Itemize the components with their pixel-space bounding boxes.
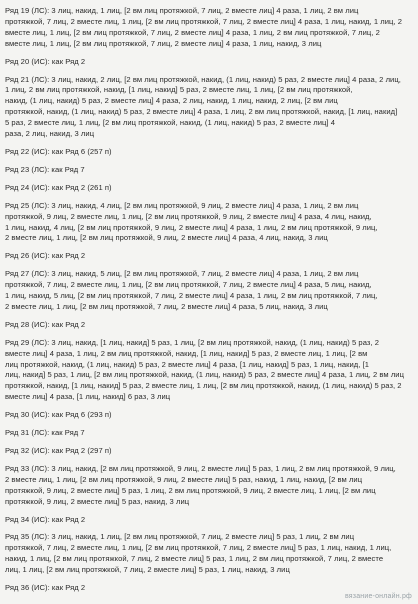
row-28 [5, 320, 418, 331]
text-line: 5 раз, 2 вместе лиц, 1 лиц, [2 вм лиц протяжкой, накид, (1 лиц, накид) 5 раз, 2 вместе лиц] 4 [5, 118, 336, 128]
row-35 [5, 532, 418, 576]
text-line: Ряд 26 (ИС): как Ряд 2 [5, 251, 86, 261]
watermark: вязание-онлайн.рф [344, 593, 412, 600]
text-line: лиц, 1 лиц, [2 вм лиц протяжкой, 7 лиц, 2 вместе лиц] 5 раз, 1 лиц, накид, 3 лиц [5, 565, 290, 575]
text-line: Ряд 35 (ЛС): 3 лиц, накид, 1 лиц, [2 вм лиц протяжкой, 7 лиц, 2 вместе лиц] 5 раз, 1 лиц, 2 вм лиц [5, 532, 355, 542]
row-30 [5, 410, 418, 421]
text-line: Ряд 27 (ЛС): 3 лиц, накид, 5 лиц, [2 вм лиц протяжкой, 7 лиц, 2 вместе лиц] 4 раза, 1 лиц, 2 вм лиц [5, 269, 359, 279]
text-line: протяжкой, 9 лиц, 2 вместе лиц] 5 раз, накид, 3 лиц [5, 496, 190, 506]
row-23 [5, 165, 418, 176]
text-line: Ряд 24 (ИС): как Ряд 2 (261 п) [5, 182, 112, 192]
pattern-text [5, 6, 418, 601]
row-32 [5, 446, 418, 457]
row-26 [5, 251, 418, 262]
row-33 [5, 464, 418, 508]
text-line: Ряд 20 (ИС): как Ряд 2 [5, 56, 86, 66]
row-25 [5, 201, 418, 245]
text-line: Ряд 28 (ИС): как Ряд 2 [5, 319, 86, 329]
text-line: 2 вместе лиц, 1 лиц, [2 вм лиц протяжкой, 9 лиц, 2 вместе лиц] 4 раза, 4 лиц, накид, 3 лиц [5, 233, 328, 243]
text-line: раза, 2 лиц, накид, 3 лиц [5, 129, 95, 139]
row-19 [5, 6, 418, 50]
text-line: Ряд 33 (ЛС): 3 лиц, накид, [2 вм лиц протяжкой, 9 лиц, 2 вместе лиц] 5 раз, 1 лиц, 2 вм лиц протяжкой, 9 лиц, [5, 463, 396, 473]
text-line: Ряд 23 (ЛС): как Ряд 7 [5, 164, 85, 174]
row-24 [5, 183, 418, 194]
text-line: Ряд 31 (ЛС): как Ряд 7 [5, 428, 85, 438]
text-line: лиц, накид] 5 раз, 1 лиц, [2 вм лиц протяжкой, накид, (1 лиц, накид) 5 раз, 2 вместе лиц] 4 раза, 1 лиц, 2 вм лиц [5, 370, 404, 380]
text-line: протяжкой, 7 лиц, 2 вместе лиц, 1 лиц, [2 вм лиц протяжкой, 7 лиц, 2 вместе лиц] 5 раз, 1 лиц, накид, 1 лиц, [5, 543, 392, 553]
text-line: протяжкой, накид, (1 лиц, накид) 5 раз, 2 вместе лиц] 4 раза, 1 лиц, 2 вм лиц протяжкой, накид, [1 лиц, накид] [5, 107, 398, 117]
text-line: протяжкой, 7 лиц, 2 вместе лиц, 1 лиц, [2 вм лиц протяжкой, 7 лиц, 2 вместе лиц] 4 раза, 5 лиц, накид, [5, 280, 372, 290]
text-line: Ряд 25 (ЛС): 3 лиц, накид, 4 лиц, [2 вм лиц протяжкой, 9 лиц, 2 вместе лиц] 4 раза, 1 лиц, 2 вм лиц [5, 200, 359, 210]
text-line: вместе лиц, 1 лиц, [2 вм лиц протяжкой, 7 лиц, 2 вместе лиц] 4 раза, 1 лиц, накид, 3 лиц [5, 38, 322, 48]
text-line: 2 вместе лиц, 1 лиц, [2 вм лиц протяжкой, 9 лиц, 2 вместе лиц] 5 раз, накид, 1 лиц, накид, [2 вм лиц [5, 474, 363, 484]
row-22 [5, 147, 418, 158]
text-line: протяжкой, накид, [1 лиц, накид] 5 раз, 2 вместе лиц, 1 лиц, [2 вм лиц протяжкой, накид, (1 лиц, накид) 5 раз, 2 [5, 381, 402, 391]
row-27 [5, 269, 418, 313]
text-line: Ряд 32 (ИС): как Ряд 2 (297 п) [5, 446, 112, 455]
text-line: протяжкой, 7 лиц, 2 вместе лиц, 1 лиц, [2 вм лиц протяжкой, 7 лиц, 2 вместе лиц] 4 раза, 1 лиц, накид, 1 лиц, 2 [5, 16, 403, 26]
text-line: накид, (1 лиц, накид) 5 раз, 2 вместе лиц] 4 раза, 2 лиц, накид, 1 лиц, накид, 2 лиц, [2 вм лиц [5, 96, 338, 106]
row-20 [5, 57, 418, 68]
text-line: вместе лиц] 4 раза, [1 лиц, накид] 6 раз, 3 лиц [5, 392, 171, 402]
text-line: 2 вместе лиц, 1 лиц, [2 вм лиц протяжкой, 7 лиц, 2 вместе лиц] 4 раза, 5 лиц, накид, 3 лиц [5, 301, 328, 311]
text-line: Ряд 29 (ЛС): 3 лиц, накид, [1 лиц, накид] 5 раз, 1 лиц, [2 вм лиц протяжкой, накид, (1 лиц, накид) 5 раз, 2 [5, 337, 380, 347]
text-line: протяжкой, 9 лиц, 2 вместе лиц, 1 лиц, [2 вм лиц протяжкой, 9 лиц, 2 вместе лиц] 4 раза, 4 лиц, накид, [5, 211, 372, 221]
text-line: Ряд 36 (ИС): как Ряд 2 [5, 583, 86, 593]
text-line: Ряд 22 (ИС): как Ряд 6 (257 п) [5, 146, 112, 156]
text-line: Ряд 19 (ЛС): 3 лиц, накид, 1 лиц, [2 вм лиц протяжкой, 7 лиц, 2 вместе лиц] 4 раза, 1 лиц, 2 вм лиц [5, 6, 359, 15]
row-31 [5, 428, 418, 439]
text-line: 1 лиц, 2 вм лиц протяжкой, накид, [1 лиц, накид] 5 раз, 2 вместе лиц, 1 лиц, [2 вм лиц протяжкой, [5, 85, 353, 95]
text-line: накид, 1 лиц, [2 вм лиц протяжкой, 7 лиц, 2 вместе лиц] 5 раз, 1 лиц, 2 вм лиц протяжкой, 7 лиц, 2 вместе [5, 554, 384, 564]
row-34 [5, 515, 418, 526]
text-line: лиц протяжкой, накид, (1 лиц, накид) 5 раз, 2 вместе лиц] 4 раза, [1 лиц, накид] 5 раз, 1 лиц, накид, [1 [5, 359, 370, 369]
text-line: 1 лиц, накид, 5 лиц, [2 вм лиц протяжкой, 7 лиц, 2 вместе лиц] 4 раза, 1 лиц, 2 вм лиц протяжкой, 7 лиц, [5, 291, 378, 301]
text-line: 1 лиц, накид, 4 лиц, [2 вм лиц протяжкой, 9 лиц, 2 вместе лиц] 4 раза, 1 лиц, 2 вм лиц протяжкой, 9 лиц, [5, 222, 378, 232]
text-line: протяжкой, 9 лиц, 2 вместе лиц] 5 раз, 1 лиц, 2 вм лиц протяжкой, 9 лиц, 2 вместе лиц, 1 лиц, [2 вм лиц [5, 485, 376, 495]
row-21 [5, 75, 418, 140]
text-line: вместе лиц] 4 раза, 1 лиц, 2 вм лиц протяжкой, накид, [1 лиц, накид] 5 раз, 2 вместе лиц, 1 лиц, [2 вм [5, 348, 368, 358]
text-line: Ряд 30 (ИС): как Ряд 6 (293 п) [5, 410, 112, 420]
text-line: вместе лиц, 1 лиц, [2 вм лиц протяжкой, 7 лиц, 2 вместе лиц] 4 раза, 1 лиц, 2 вм лиц протяжкой, 7 лиц, 2 [5, 27, 380, 37]
row-29 [5, 338, 418, 403]
text-line: Ряд 21 (ЛС): 3 лиц, накид, 2 лиц, [2 вм лиц протяжкой, накид, (1 лиц, накид) 5 раз, 2 вместе лиц] 4 раза, 2 лиц, [5, 74, 401, 84]
text-line: Ряд 34 (ИС): как Ряд 2 [5, 514, 86, 524]
